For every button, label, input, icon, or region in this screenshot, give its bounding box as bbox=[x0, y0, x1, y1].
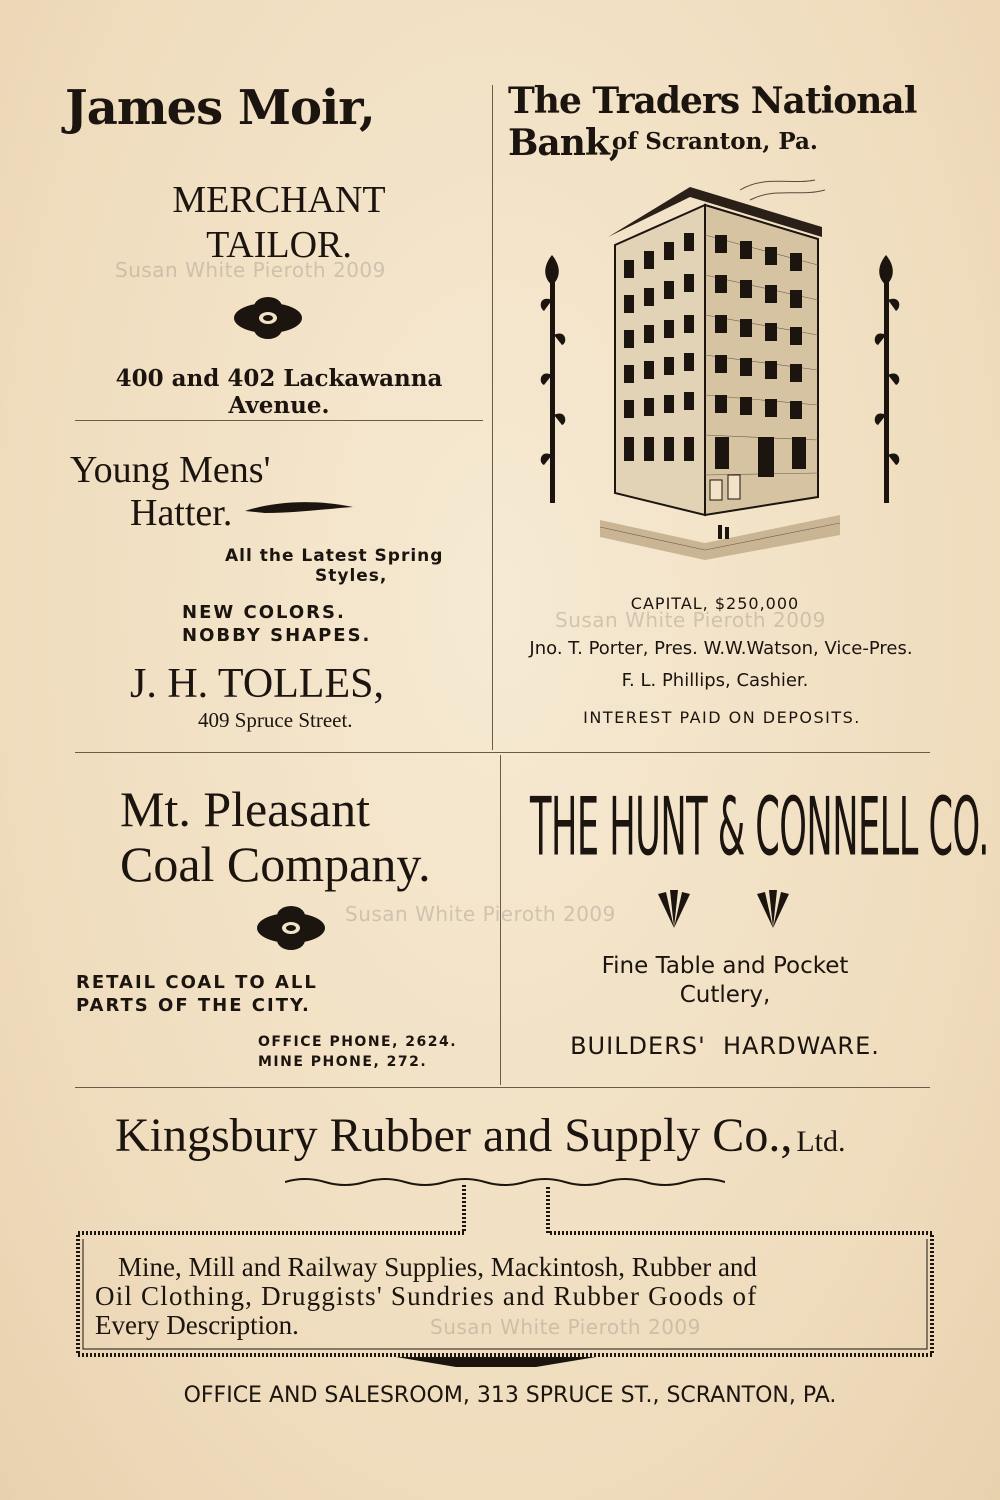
vine-ornament-icon bbox=[538, 255, 568, 505]
tolles-line2: Hatter. bbox=[130, 492, 233, 534]
tolles-styles-line2: Styles, bbox=[315, 566, 388, 586]
hunt-name: THE HUNT & CONNELL CO. bbox=[530, 782, 989, 875]
bank-interest: INTEREST PAID ON DEPOSITS. bbox=[583, 708, 861, 727]
tolles-colors: NEW COLORS. bbox=[182, 602, 346, 623]
bank-officers: Jno. T. Porter, Pres. W.W.Watson, Vice-Pres. bbox=[529, 638, 913, 659]
coal-retail1: RETAIL COAL TO ALL bbox=[76, 972, 318, 993]
moir-address: 400 and 402 Lackawanna Avenue. bbox=[115, 365, 443, 419]
watermark-3: Susan White Pieroth 2009 bbox=[345, 902, 616, 926]
moir-divider bbox=[75, 420, 483, 421]
flower-ornament-icon bbox=[232, 296, 304, 340]
kingsbury-desc1: Mine, Mill and Railway Supplies, Mackintosh, Rubber and bbox=[118, 1252, 757, 1282]
coal-office-phone: OFFICE PHONE, 2624. bbox=[258, 1034, 458, 1050]
moir-line1: MERCHANT bbox=[172, 179, 386, 221]
kingsbury-name-row bbox=[115, 1108, 846, 1163]
kingsbury-office: OFFICE AND SALESROOM, 313 SPRUCE ST., SCRANTON, PA. bbox=[183, 1383, 837, 1408]
kingsbury-ltd: Ltd. bbox=[796, 1125, 846, 1158]
coal-line1: Mt. Pleasant bbox=[120, 781, 370, 837]
lower-band-divider bbox=[75, 1087, 930, 1088]
flower-ornament-icon bbox=[255, 905, 327, 951]
fan-ornament-icon bbox=[656, 888, 692, 930]
tolles-name: J. H. TOLLES, bbox=[130, 661, 384, 707]
hunt-hardware: BUILDERS' HARDWARE. bbox=[570, 1032, 880, 1060]
hunt-line2: Cutlery, bbox=[679, 982, 771, 1008]
watermark-2: Susan White Pieroth 2009 bbox=[555, 608, 826, 632]
tolles-line1: Young Mens' bbox=[70, 449, 271, 491]
bank-capital: CAPITAL, $250,000 bbox=[630, 594, 800, 613]
coal-mine-phone: MINE PHONE, 272. bbox=[258, 1054, 428, 1070]
tolles-shapes: NOBBY SHAPES. bbox=[182, 625, 372, 646]
moir-line2: TAILOR. bbox=[206, 224, 352, 266]
bank-title: The Traders National Bank, bbox=[508, 80, 917, 164]
bank-building-icon bbox=[600, 175, 840, 570]
bank-subtitle: of Scranton, Pa. bbox=[612, 128, 818, 155]
watermark-4: Susan White Pieroth 2009 bbox=[430, 1315, 701, 1339]
coal-line2: Coal Company. bbox=[120, 836, 431, 892]
fan-ornament-icon bbox=[755, 888, 791, 930]
bank-cashier: F. L. Phillips, Cashier. bbox=[621, 670, 809, 691]
tolles-styles-line1: All the Latest Spring bbox=[225, 546, 444, 566]
upper-band-divider bbox=[75, 752, 930, 753]
tolles-address: 409 Spruce Street. bbox=[198, 708, 353, 732]
moir-name: James Moir, bbox=[65, 80, 375, 136]
watermark-1: Susan White Pieroth 2009 bbox=[115, 258, 386, 282]
vine-ornament-icon bbox=[872, 255, 902, 505]
kingsbury-name: Kingsbury Rubber and Supply Co., bbox=[115, 1109, 793, 1162]
coal-retail2: PARTS OF THE CITY. bbox=[76, 995, 311, 1016]
swash-ornament-icon bbox=[245, 497, 355, 519]
kingsbury-desc2: Oil Clothing, Druggists' Sundries and Rubber Goods of bbox=[95, 1281, 758, 1311]
kingsbury-desc3: Every Description. bbox=[95, 1310, 299, 1340]
hunt-line1: Fine Table and Pocket bbox=[601, 953, 849, 979]
